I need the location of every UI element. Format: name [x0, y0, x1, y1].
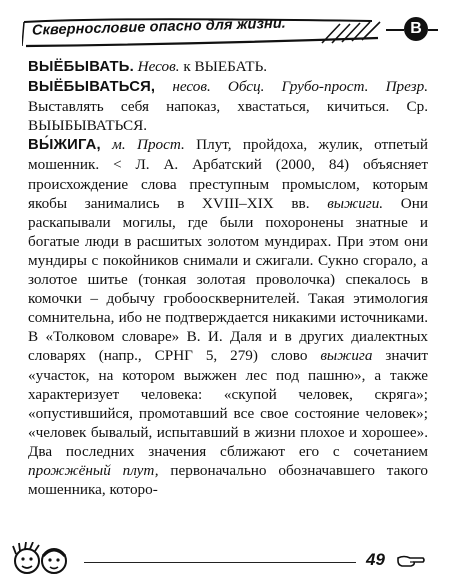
entry-italic-text: м. Прост. — [112, 136, 185, 154]
entry-headword: ВЫЁБЫВАТЬ. — [28, 59, 134, 75]
pointing-hand-icon — [396, 553, 426, 569]
dictionary-entry — [28, 135, 428, 499]
entry-text: первоначально обозначавшего такого мошенника, которо- — [28, 461, 429, 499]
entry-italic-text: выжига — [320, 347, 373, 365]
entry-headword: ВЫЁБЫВАТЬСЯ, — [28, 79, 156, 96]
entry-text: Плут, пройдоха, жулик, отпетый мошенник. < Л. А. Арбатский (2000, 84) объясняет происхождение слова преступным промыслом, которым якобы занимались в XVIII–XIX вв. — [28, 136, 429, 212]
entry-text: Они раскапывали могилы, где были похоронены знатные и богатые люди в расшитых золотом мундирах. При этом они мундиры с покойников снимали и сжигали. Сукно сгорало, а золотое шитье (тонкая золотая проволочка) спекалось в комочки – добычу гробоосквернителей. Такая этимология сомнительна, ибо не подтверждается никакими источниками. В «Толковом словаре» В. И. Даля и в других диалектных словарях (напр., СРНГ 5, 279) слово — [28, 194, 428, 365]
entry-italic-text: Несов. — [137, 58, 180, 75]
entry-text: к ВЫЕБАТЬ. — [179, 58, 268, 75]
entry-italic-text: несов. Обсц. Грубо-прост. Презр. — [172, 78, 428, 96]
footer-rule — [84, 562, 356, 563]
entry-text: Выставлять себя напоказ, хвастаться, кичиться. Ср. ВЫЫБЫВАТЬСЯ. — [28, 98, 428, 135]
dictionary-entry — [28, 57, 428, 77]
page-number: 49 — [366, 550, 385, 569]
dictionary-entry — [28, 77, 428, 135]
badge-line-left — [386, 29, 404, 31]
entry-italic-text: прожжёный плут, — [28, 461, 159, 479]
badge-line-right — [428, 29, 438, 31]
dictionary-text — [28, 57, 428, 499]
entry-text — [101, 136, 112, 153]
entry-text: значит «участок, на котором выжжен лес под пашню», а также характеризует человека: «скупой человек, скряга»; «опустившийся, промотавший все свое состояние человек»; «человек бывалый, испытавший в жизни плохое и хорошее». Два последних значения сближают его с сочетанием — [28, 347, 428, 460]
header-title: Сквернословие опасно для жизни. — [32, 15, 286, 39]
faces-icon — [10, 542, 72, 576]
page-footer — [0, 540, 452, 580]
entry-text — [155, 78, 172, 95]
section-letter-badge: В — [404, 17, 428, 41]
entry-headword: ВЫ́ЖИГА, — [28, 137, 101, 154]
running-header — [22, 16, 436, 46]
entry-italic-text: выжиги. — [327, 194, 384, 212]
